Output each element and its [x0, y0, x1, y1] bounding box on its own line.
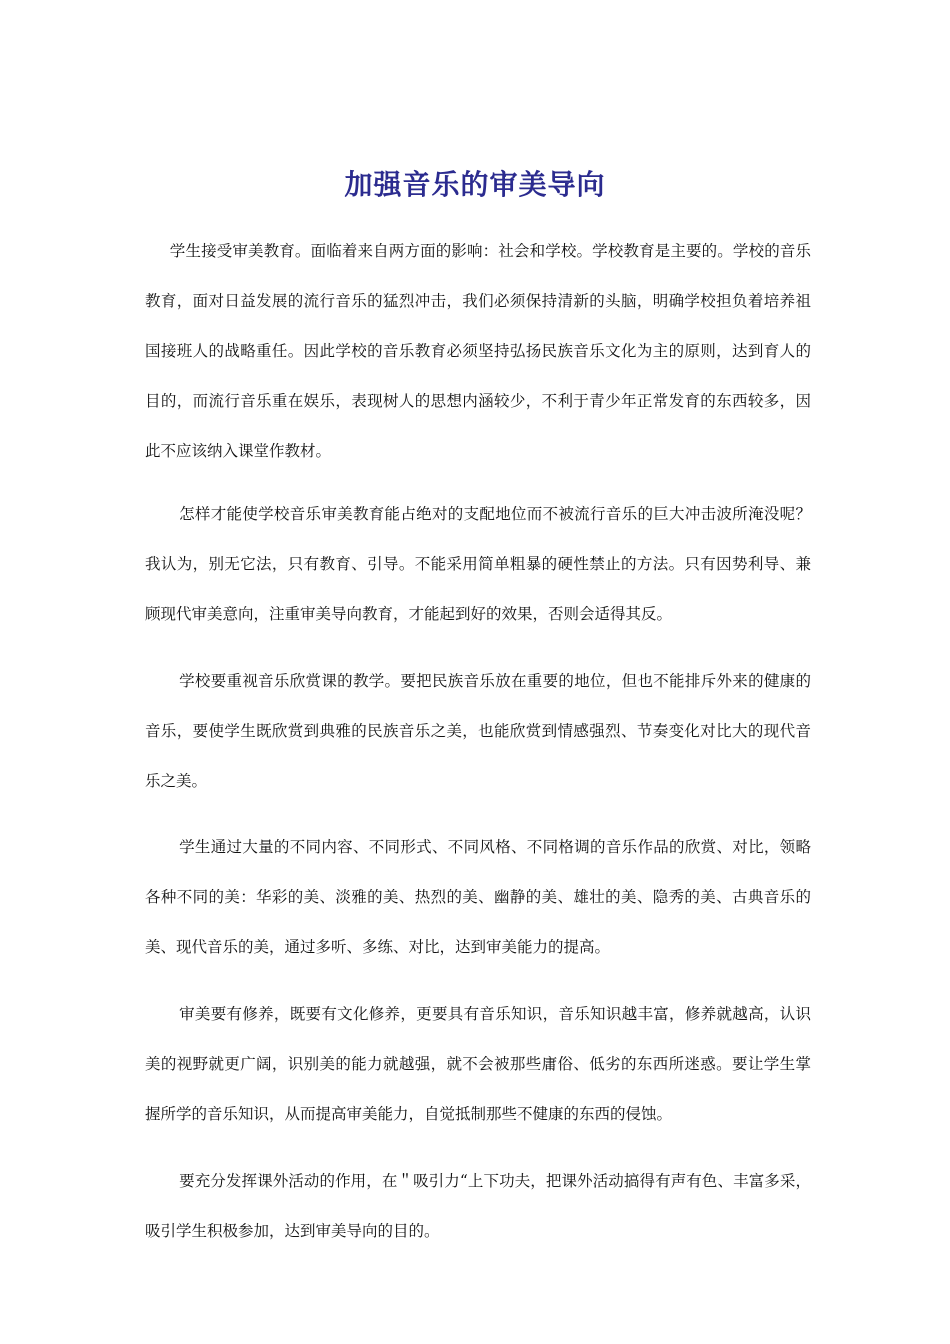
paragraph-6: 要充分发挥课外活动的作用，在＂吸引力“上下功夫，把课外活动搞得有声有色、丰富多采，吸引学生积极参加，达到审美导向的目的。	[145, 1172, 811, 1240]
paragraph-5: 审美要有修养，既要有文化修养，更要具有音乐知识，音乐知识越丰富，修养就越高，认识美的视野就更广阔，识别美的能力就越强，就不会被那些庸俗、低劣的东西所迷惑。要让学生掌握所学的音乐知识，从而提高审美能力，自觉抵制那些不健康的东西的侵蚀。	[145, 1005, 811, 1123]
paragraph-3: 学校要重视音乐欣赏课的教学。要把民族音乐放在重要的地位，但也不能排斥外来的健康的音乐，要使学生既欣赏到典雅的民族音乐之美，也能欣赏到情感强烈、节奏变化对比大的现代音乐之美。	[145, 672, 811, 790]
paragraph-1: 学生接受审美教育。面临着来自两方面的影响：社会和学校。学校教育是主要的。学校的音乐教育，面对日益发展的流行音乐的猛烈冲击，我们必须保持清新的头脑，明确学校担负着培养祖国接班人的战略重任。因此学校的音乐教育必须坚持弘扬民族音乐文化为主的原则，达到育人的目的，而流行音乐重在娱乐，表现树人的思想内涵较少，不利于青少年正常发育的东西较多，因此不应该纳入课堂作教材。	[145, 242, 811, 460]
paragraph-4: 学生通过大量的不同内容、不同形式、不同风格、不同格调的音乐作品的欣赏、对比，领略各种不同的美：华彩的美、淡雅的美、热烈的美、幽静的美、雄壮的美、隐秀的美、古典音乐的美、现代音乐的美，通过多听、多练、对比，达到审美能力的提高。	[145, 838, 811, 956]
page-title: 加强音乐的审美导向	[344, 167, 606, 201]
paragraph-2: 怎样才能使学校音乐审美教育能占绝对的支配地位而不被流行音乐的巨大冲击波所淹没呢？我认为，别无它法，只有教育、引导。不能采用简单粗暴的硬性禁止的方法。只有因势利导、兼顾现代审美意向，注重审美导向教育，才能起到好的效果，否则会适得其反。	[145, 505, 811, 623]
